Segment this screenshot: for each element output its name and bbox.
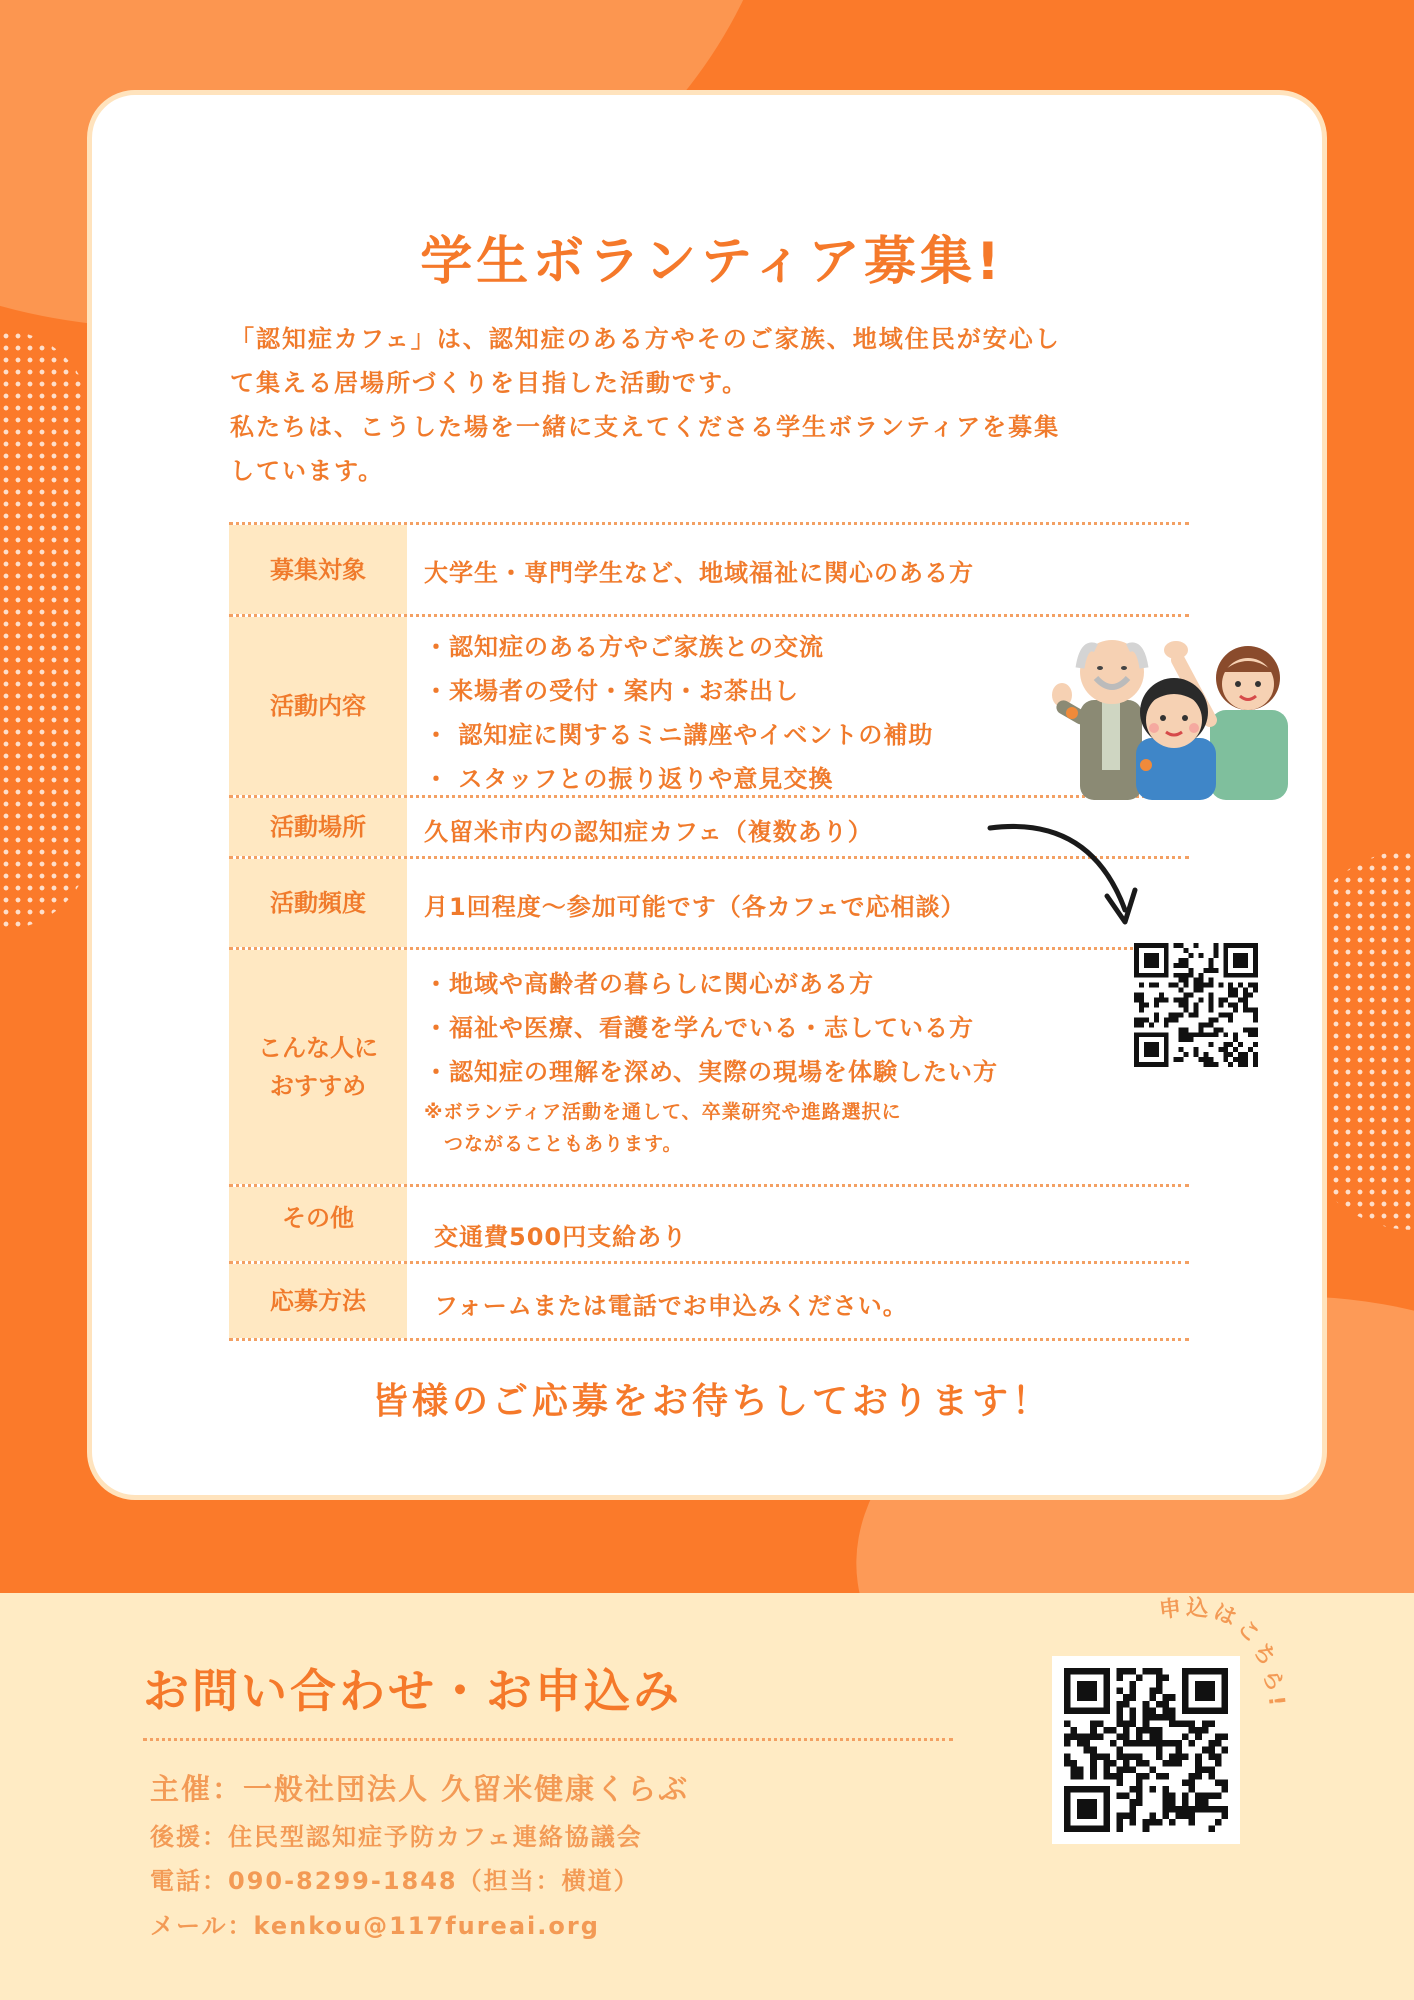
sponsor-text: 後援：住民型認知症予防カフェ連絡協議会 [150,1823,643,1851]
activity-item: ・来場者の受付・案内・お茶出し [424,677,799,705]
label-activities: 活動内容 [229,617,407,795]
activity-item: ・ 認知症に関するミニ講座やイベントの補助 [424,721,934,749]
label-recommend [229,950,407,1184]
qr-frame [1052,1656,1240,1844]
value-other: 交通費500円支給あり [434,1223,688,1251]
activity-item: ・認知症のある方やご家族との交流 [424,633,824,661]
label-apply: 応募方法 [229,1264,407,1338]
phone-text[interactable]: 電話：090-8299-1848（担当：横道） [150,1867,640,1895]
recommend-item: ・福祉や医療、看護を学んでいる・志している方 [424,1014,974,1042]
intro-line: 私たちは、こうした場を一緒に支えてくださる学生ボランティアを募集 [230,413,1061,441]
contact-list [150,1763,689,1949]
value-target: 大学生・専門学生など、地域福祉に関心のある方 [424,559,974,587]
label-recommend-line: おすすめ [269,1072,367,1100]
value-apply: フォームまたは電話でお申込みください。 [434,1292,908,1320]
dot-pattern-left [0,330,92,930]
label-target: 募集対象 [229,525,407,614]
intro-line: 「認知症カフェ」は、認知症のある方やそのご家族、地域住民が安心し [230,325,1061,353]
recommend-note-line: つながることもあります。 [424,1133,683,1155]
label-frequency: 活動頻度 [229,859,407,947]
activity-item: ・ スタッフとの振り返りや意見交換 [424,765,834,793]
contact-divider [143,1738,953,1741]
label-place: 活動場所 [229,798,407,856]
intro-text [230,317,1230,493]
family-illustration [1050,620,1300,800]
value-frequency: 月1回程度〜参加可能です（各カフェで応相談） [424,893,966,921]
row-activities [229,617,1189,798]
row-recommend [229,950,1189,1187]
label-other: その他 [229,1187,407,1261]
email-text[interactable]: メール：kenkou@117fureai.org [150,1912,600,1940]
qr-code[interactable] [1064,1668,1228,1832]
intro-line: しています。 [230,457,385,485]
row-apply [229,1264,1189,1341]
label-recommend-line: こんな人に [258,1034,378,1062]
recommend-item: ・地域や高齢者の暮らしに関心がある方 [424,970,874,998]
row-other [229,1187,1189,1264]
closing-message: 皆様のご応募をお待ちしております！ [371,1381,1052,1422]
recommend-item: ・認知症の理解を深め、実際の現場を体験したい方 [424,1058,999,1086]
value-activities [424,625,933,801]
page-title: 学生ボランティア募集! [420,232,1004,292]
value-place: 久留米市内の認知症カフェ（複数あり） [424,818,873,846]
intro-line: て集える居場所づくりを目指した活動です。 [230,369,749,397]
value-recommend [424,962,998,1160]
recommend-note-line: ※ボランティア活動を通して、卒業研究や進路選択に [424,1101,902,1123]
contact-title: お問い合わせ・お申込み [143,1664,682,1718]
qr-code[interactable] [1134,943,1258,1067]
row-target [229,522,1189,617]
curved-arrow-icon [985,810,1145,940]
footer-contact [0,1593,1414,2000]
qr-caption: 申込はこちら! [1157,1595,1290,1712]
recommend-note [424,1096,998,1160]
organizer-text: 主催：一般社団法人 久留米健康くらぶ [150,1772,690,1806]
